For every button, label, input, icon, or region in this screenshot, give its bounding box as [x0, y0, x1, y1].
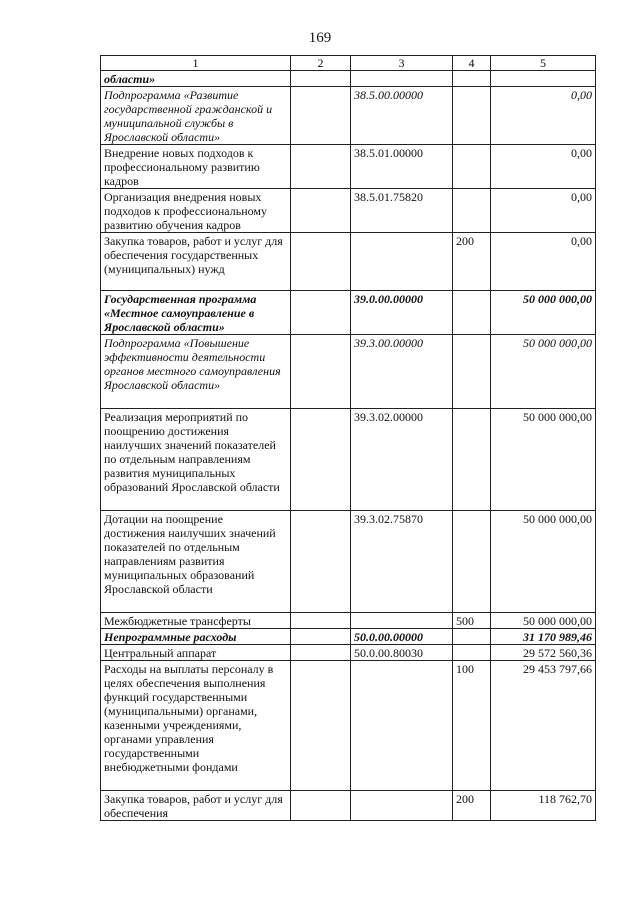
row-code: 38.5.01.75820	[351, 189, 453, 233]
row-amount: 50 000 000,00	[491, 409, 596, 511]
header-cell-amount: 5	[491, 56, 596, 71]
table-row	[101, 613, 596, 629]
row-name: Закупка товаров, работ и услуг для обеспечения	[101, 791, 291, 821]
table-row	[101, 645, 596, 661]
row-admin	[291, 409, 351, 511]
row-admin	[291, 511, 351, 613]
row-code: 50.0.00.80030	[351, 645, 453, 661]
row-code	[351, 613, 453, 629]
row-admin	[291, 613, 351, 629]
row-name: Реализация мероприятий по поощрению достижения наилучших значений показателей по отдельным направлениям развития муниципальных образований Ярославской области	[101, 409, 291, 511]
row-type	[453, 87, 491, 145]
row-admin	[291, 189, 351, 233]
row-amount: 0,00	[491, 189, 596, 233]
row-type	[453, 291, 491, 335]
table-row	[101, 409, 596, 511]
row-amount: 0,00	[491, 87, 596, 145]
row-admin	[291, 645, 351, 661]
row-code: 39.3.00.00000	[351, 335, 453, 409]
row-amount: 29 453 797,66	[491, 661, 596, 791]
table-row	[101, 145, 596, 189]
row-amount: 0,00	[491, 233, 596, 291]
row-name: Центральный аппарат	[101, 645, 291, 661]
table-row	[101, 629, 596, 645]
table-row	[101, 791, 596, 821]
table-header-row	[101, 56, 596, 71]
row-type	[453, 71, 491, 87]
row-name: Межбюджетные трансферты	[101, 613, 291, 629]
row-amount: 50 000 000,00	[491, 511, 596, 613]
row-name: Подпрограмма «Развитие государственной гражданской и муниципальной службы в Ярославской области»	[101, 87, 291, 145]
table-row	[101, 189, 596, 233]
table-row	[101, 661, 596, 791]
row-amount	[491, 71, 596, 87]
row-type: 500	[453, 613, 491, 629]
row-type: 200	[453, 233, 491, 291]
row-name: Дотации на поощрение достижения наилучших значений показателей по отдельным направлениям развития муниципальных образований Ярославской области	[101, 511, 291, 613]
row-name: Внедрение новых подходов к профессиональному развитию кадров	[101, 145, 291, 189]
row-admin	[291, 335, 351, 409]
row-name: Закупка товаров, работ и услуг для обеспечения государственных (муниципальных) нужд	[101, 233, 291, 291]
row-admin	[291, 791, 351, 821]
table-row	[101, 71, 596, 87]
row-admin	[291, 233, 351, 291]
header-cell-admin: 2	[291, 56, 351, 71]
row-code: 50.0.00.00000	[351, 629, 453, 645]
row-admin	[291, 71, 351, 87]
table-row	[101, 291, 596, 335]
row-type	[453, 409, 491, 511]
table-row	[101, 335, 596, 409]
row-code: 39.0.00.00000	[351, 291, 453, 335]
row-type: 200	[453, 791, 491, 821]
row-type	[453, 511, 491, 613]
row-admin	[291, 661, 351, 791]
row-admin	[291, 145, 351, 189]
row-type: 100	[453, 661, 491, 791]
row-admin	[291, 291, 351, 335]
row-name: Государственная программа «Местное самоуправление в Ярославской области»	[101, 291, 291, 335]
row-code	[351, 233, 453, 291]
row-type	[453, 629, 491, 645]
row-amount: 31 170 989,46	[491, 629, 596, 645]
row-name: Организация внедрения новых подходов к профессиональному развитию обучения кадров	[101, 189, 291, 233]
row-amount: 118 762,70	[491, 791, 596, 821]
row-type	[453, 335, 491, 409]
row-type	[453, 645, 491, 661]
row-type	[453, 145, 491, 189]
row-amount: 50 000 000,00	[491, 291, 596, 335]
row-amount: 29 572 560,36	[491, 645, 596, 661]
table-row	[101, 511, 596, 613]
header-cell-type: 4	[453, 56, 491, 71]
row-code: 38.5.00.00000	[351, 87, 453, 145]
row-admin	[291, 87, 351, 145]
row-name: Подпрограмма «Повышение эффективности деятельности органов местного самоуправления Ярославской области»	[101, 335, 291, 409]
row-type	[453, 189, 491, 233]
row-admin	[291, 629, 351, 645]
row-name: Расходы на выплаты персоналу в целях обеспечения выполнения функций государственными (муниципальными) органами, казенными учреждениями, органами управления государственными внебюджетными фондами	[101, 661, 291, 791]
budget-table	[100, 55, 596, 821]
row-code	[351, 661, 453, 791]
row-code: 38.5.01.00000	[351, 145, 453, 189]
row-code: 39.3.02.75870	[351, 511, 453, 613]
page-number: 169	[308, 30, 332, 46]
row-code	[351, 791, 453, 821]
row-name: Непрограммные расходы	[101, 629, 291, 645]
row-amount: 50 000 000,00	[491, 613, 596, 629]
header-cell-name: 1	[101, 56, 291, 71]
row-code: 39.3.02.00000	[351, 409, 453, 511]
row-name: области»	[101, 71, 291, 87]
header-cell-code: 3	[351, 56, 453, 71]
row-code	[351, 71, 453, 87]
row-amount: 0,00	[491, 145, 596, 189]
table-row	[101, 87, 596, 145]
row-amount: 50 000 000,00	[491, 335, 596, 409]
table-row	[101, 233, 596, 291]
